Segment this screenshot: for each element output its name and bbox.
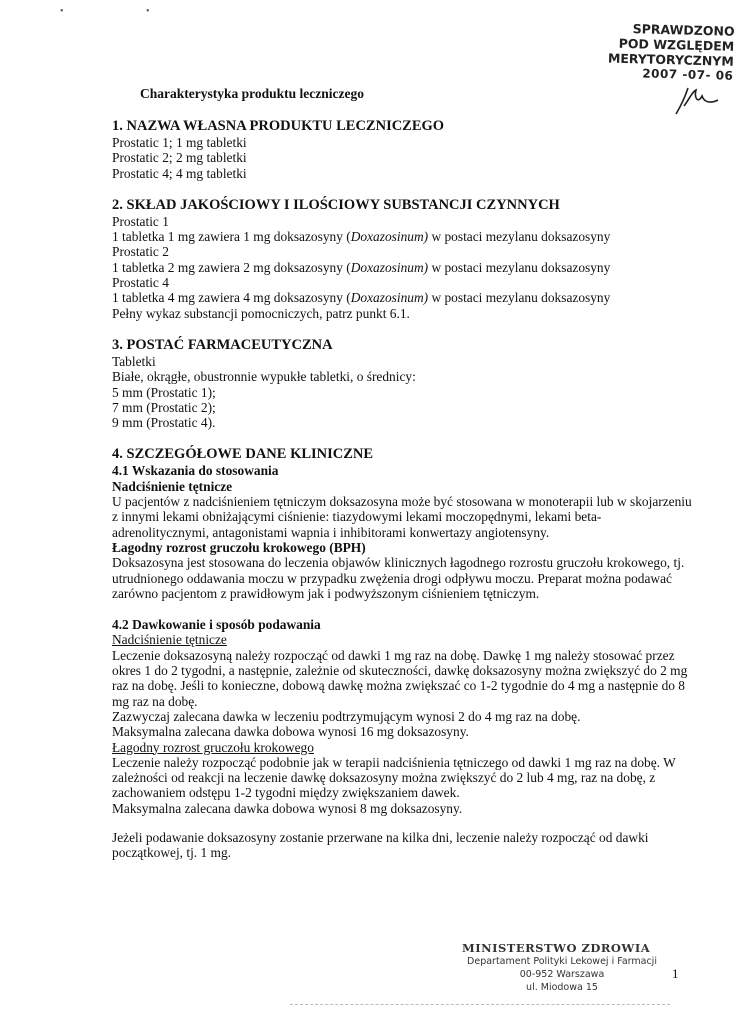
stamp-department: Departament Polityki Lekowej i Farmacji [467,956,657,967]
text-line: Pełny wykaz substancji pomocniczych, patrz punkt 6.1. [112,305,410,321]
dosage-hypertension-heading: Nadciśnienie tętnicze [112,632,227,648]
composition-line [112,229,692,244]
text-line: 9 mm (Prostatic 4). [112,415,216,431]
text-line: Prostatic 4; 4 mg tabletki [112,165,247,181]
paragraph: Leczenie doksazosyną należy rozpocząć od dawki 1 mg raz na dobę. Dawkę 1 mg należy stosować przez okres 1 do 2 tygodni, a następnie, zależnie od skuteczności, dawkę doksazosyny można zwiększyć do 2 mg raz na dobę. Jeśli to konieczne, dobową dawkę można zwiększać co 1-2 tygodnie do 4 mg a następnie do 8 mg raz na dobę. [112,647,688,709]
paragraph: Zazwyczaj zalecana dawka w leczeniu podtrzymującym wynosi 2 do 4 mg raz na dobę. [112,708,581,724]
section-2-heading: 2. SKŁAD JAKOŚCIOWY I ILOŚCIOWY SUBSTANCJI CZYNNYCH [112,196,560,213]
paragraph: U pacjentów z nadciśnieniem tętniczym doksazosyna może być stosowana w monoterapii lub w skojarzeniu z innymi lekami obniżającymi ciśnienie: tiazydowymi lekami moczopędnymi, lekami beta-adrenolitycznymi, antagonistami wapnia i inhibitorami konwertazy angiotensyny. [112,494,692,540]
section-3-heading: 3. POSTAĆ FARMACEUTYCZNA [112,336,333,353]
paragraph: Doksazosyna jest stosowana do leczenia objawów klinicznych łagodnego rozrostu gruczołu krokowego, tj. utrudnionego oddawania moczu w przypadku zwężenia drogi odpływu moczu. Preparat można podawać zarówno pacjentom z prawidłowym jak i podwyższonym ciśnieniem tętniczym. [112,555,685,601]
stamp-city: 00-952 Warszawa [519,969,605,980]
text-line: 7 mm (Prostatic 2); [112,399,216,415]
document-body [112,118,692,861]
latin-name: Doxazosinum) [350,229,429,245]
dosage-bph-heading: Łagodny rozrost gruczołu krokowego [112,739,314,755]
section-1-heading: 1. NAZWA WŁASNA PRODUKTU LECZNICZEGO [112,118,445,134]
composition-text: 1 tabletka 2 mg zawiera 2 mg doksazosyny ( [112,259,351,275]
text-line: Prostatic 1; 1 mg tabletki [112,135,247,150]
product-name: Prostatic 4 [112,275,169,291]
page-title: Charakterystyka produktu leczniczego [140,86,364,101]
composition-text: 1 tabletka 4 mg zawiera 4 mg doksazosyny ( [112,290,351,306]
composition-text: w postaci mezylanu doksazosyny [428,259,611,275]
composition-text: w postaci mezylanu doksazosyny [428,229,611,245]
latin-name: Doxazosinum) [350,290,429,306]
stamp-line-3: MERYTORYCZNYM [607,50,734,69]
paragraph: Maksymalna zalecana dawka dobowa wynosi 16 mg doksazosyny. [112,724,469,740]
stamp-ministry-name: MINISTERSTWO ZDROWIA [462,941,651,955]
verification-stamp [593,20,735,84]
subsection-4-2-heading: 4.2 Dawkowanie i sposób podawania [112,617,321,633]
text-line: 5 mm (Prostatic 1); [112,384,216,400]
ministry-stamp [462,942,662,994]
divider [290,1004,670,1005]
product-name: Prostatic 2 [112,244,169,260]
subsection-4-1-heading: 4.1 Wskazania do stosowania [112,463,279,479]
stamp-street: ul. Miodowa 15 [526,982,598,993]
section-4-heading: 4. SZCZEGÓŁOWE DANE KLINICZNE [112,446,374,463]
bph-heading: Łagodny rozrost gruczołu krokowego (BPH) [112,539,366,555]
hypertension-heading: Nadciśnienie tętnicze [112,478,233,494]
composition-text: w postaci mezylanu doksazosyny [428,290,611,306]
text-line: Tabletki [112,353,156,369]
text-line: Białe, okrągłe, obustronnie wypukłe tabletki, o średnicy: [112,369,416,385]
composition-text: 1 tabletka 1 mg zawiera 1 mg doksazosyny ( [112,229,351,245]
page-number: 1 [672,966,679,981]
stamp-line-2: POD WZGLĘDEM [618,35,735,54]
text-line: Prostatic 2; 2 mg tabletki [112,150,247,166]
stamp-date: 2007 -07- 06 [642,66,734,83]
paragraph: Maksymalna zalecana dawka dobowa wynosi 8 mg doksazosyny. [112,800,463,816]
composition-line [112,260,692,275]
paragraph: Jeżeli podawanie doksazosyny zostanie przerwane na kilka dni, leczenie należy rozpocząć od dawki początkowej, tj. 1 mg. [112,829,649,861]
composition-line [112,290,692,305]
paragraph: Leczenie należy rozpocząć podobnie jak w terapii nadciśnienia tętniczego od dawki 1 mg raz na dobę. W zależności od reakcji na leczenie dawkę doksazosyny można zwiększyć do 2 lub 4 mg, raz na dobę, z zachowaniem odstępu 1-2 tygodni między zwiększaniem dawek. [112,754,676,801]
latin-name: Doxazosinum) [350,259,429,275]
stamp-line-1: SPRAWDZONO [632,21,735,39]
product-name: Prostatic 1 [112,213,169,229]
signature-icon [672,84,722,120]
scan-marks: • • [60,6,190,17]
